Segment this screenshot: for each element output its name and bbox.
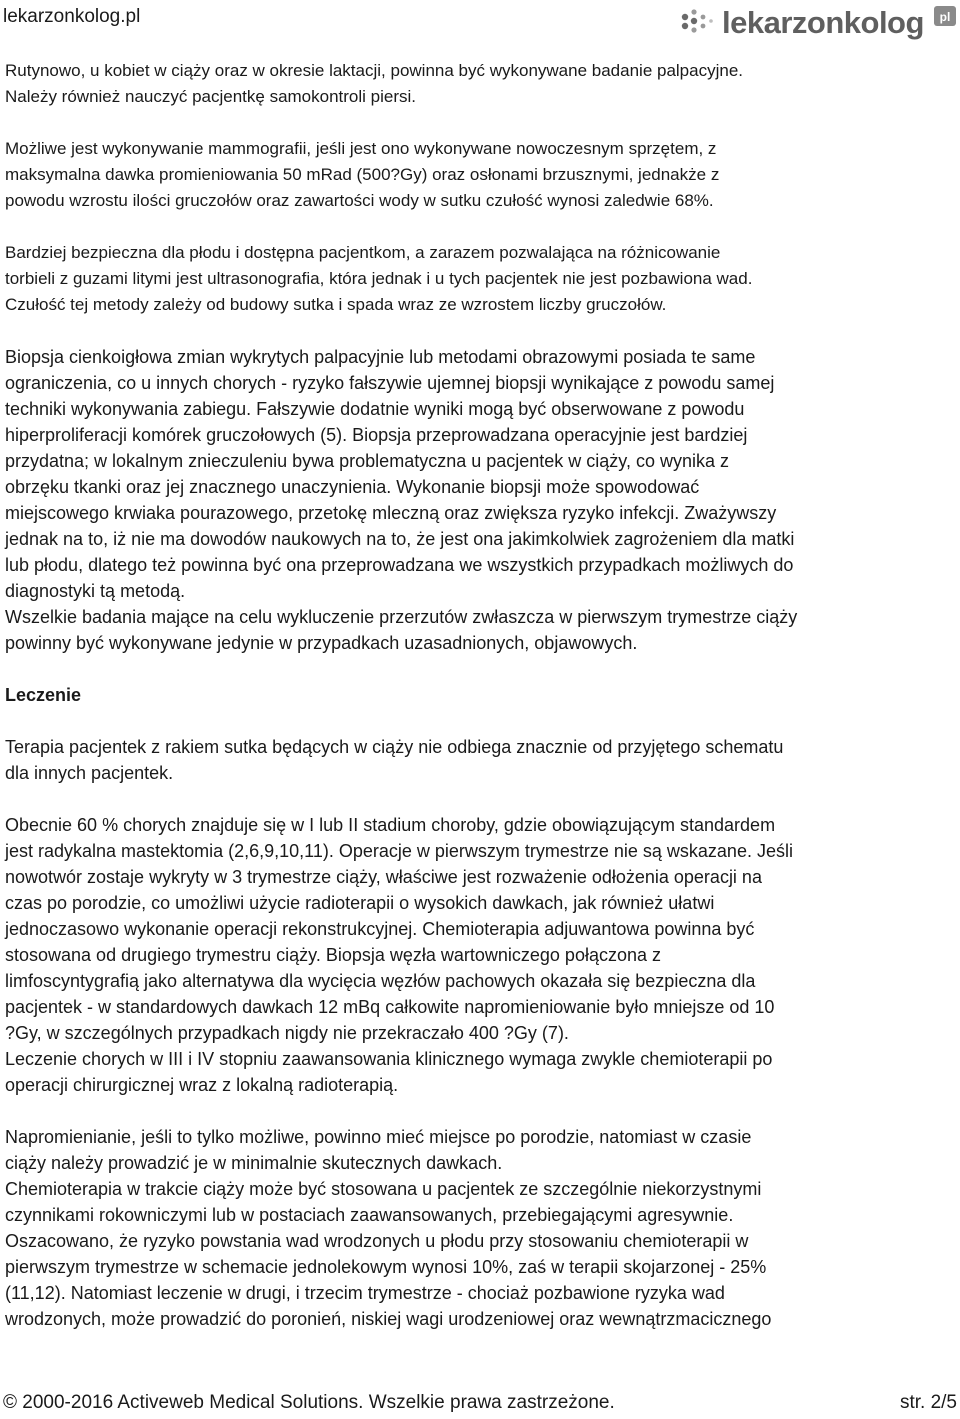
page-number: str. 2/5 xyxy=(899,1392,957,1413)
paragraph-palpation: Rutynowo, u kobiet w ciąży oraz w okresie laktacji, powinna być wykonywane badanie palpacyjne. Należy również nauczyć pacjentkę samokontroli piersi. xyxy=(5,61,743,106)
paragraph-therapy: Terapia pacjentek z rakiem sutka będących w ciąży nie odbiega znacznie od przyjętego schematu dla innych pacjentek. xyxy=(5,737,784,783)
lekarzonkolog-logo xyxy=(678,2,958,44)
logo-suffix: pl xyxy=(939,10,951,24)
footer-copyright: © 2000-2016 Activeweb Medical Solutions. Wszelkie prawa zastrzeżone. xyxy=(3,1392,615,1413)
logo-dots-icon xyxy=(682,9,713,32)
page-footer xyxy=(0,1390,960,1419)
paragraph-ultrasonography: Bardziej bezpieczna dla płodu i dostępna pacjentkom, a zarazem pozwalająca na różnicowanie torbieli z guzami litymi jest ultrasonografia, która jednak i u tych pacjentek nie jest pozbawiona wad. Czułość tej metody zależy od budowy sutka i spada wraz ze wzrostem liczby gruczołów. xyxy=(5,243,753,314)
section-heading-treatment: Leczenie xyxy=(5,685,82,705)
paragraph-surgery: Obecnie 60 % chorych znajduje się w I lub II stadium choroby, gdzie obowiązującym standardem jest radykalna mastektomia (2,6,9,10,11). Operacje w pierwszym trymestrze nie są wskazane. Jeśli nowotwór zostaje wykryty w 3 trymestrze ciąży, właściwe jest rozważenie odłożenia operacji na czas po porodzie, co umożliwi użycie radioterapii o wysokich dawkach, jak również ułatwi jednoczasowo wykonanie operacji rekonstrukcyjnej. Chemioterapia adjuwantowa powinna być stosowana od drugiego trymestru ciąży. Biopsja węzła wartowniczego połączona z limfoscyntygrafią jako alternatywa dla wycięcia węzłów pachowych okazała się bezpieczna dla pacjentek - w standardowych dawkach 12 mBq całkowite napromieniowanie było mniejsze od 10 ?Gy, w szczególnych przypadkach nigdy nie przekraczało 400 ?Gy (7). Leczenie chorych w III i IV stopniu zaawansowania klinicznego wymaga zwykle chemioterapii po operacji chirurgicznej wraz z lokalną radioterapią. xyxy=(5,815,793,1095)
paragraph-radiation-chemotherapy: Napromienianie, jeśli to tylko możliwe, powinno mieć miejsce po porodzie, natomiast w czasie ciąży należy prowadzić je w minimalnie skutecznych dawkach. Chemioterapia w trakcie ciąży może być stosowana u pacjentek ze szczególnie niekorzystnymi czynnikami rokowniczymi lub w postaciach zaawansowanych, przebiegającymi agresywnie. Oszacowano, że ryzyko powstania wad wrodzonych u płodu przy stosowaniu chemioterapii w pierwszym trymestrze w schemacie jednolekowym wynosi 10%, zaś w terapii skojarzonej - 25% (11,12). Natomiast leczenie w drugi, i trzecim trymestrze - chociaż pozbawione ryzyka wad wrodzonych, może prowadzić do poronień, niskiej wagi urodzeniowej oraz wewnątrzmacicznego xyxy=(5,1127,772,1329)
article-content xyxy=(5,58,955,1332)
page-header xyxy=(0,0,960,50)
paragraph-mammography: Możliwe jest wykonywanie mammografii, jeśli jest ono wykonywane nowoczesnym sprzętem, z maksymalna dawka promieniowania 50 mRad (500?Gy) oraz osłonami brzusznymi, jednakże z powodu wzrostu ilości gruczołów oraz zawartości wody w sutku czułość wynosi zaledwie 68%. xyxy=(5,139,720,210)
logo-text: lekarzonkolog xyxy=(722,5,924,40)
paragraph-biopsy: Biopsja cienkoigłowa zmian wykrytych palpacyjnie lub metodami obrazowymi posiada te same ograniczenia, co u innych chorych - ryzyko fałszywie ujemnej biopsji wynikające z powodu samej techniki wykonywania zabiegu. Fałszywie dodatnie wyniki mogą być obserwowane z powodu hiperproliferacji komórek gruczołowych (5). Biopsja przeprowadzana operacyjnie jest bardziej przydatna; w lokalnym znieczuleniu bywa problematyczna u pacjentek w ciąży, co wynika z obrzęku tkanki oraz jej znacznego unaczynienia. Wykonanie biopsji może spowodować miejscowego krwiaka pourazowego, przetokę mleczną oraz zwiększa ryzyko infekcji. Zważywszy jednak na to, iż nie ma dowodów naukowych na to, że jest ona jakimkolwiek zagrożeniem dla matki lub płodu, dlatego też powinna być ona przeprowadzana we wszystkich przypadkach możliwych do diagnostyki tą metodą. Wszelkie badania mające na celu wykluczenie przerzutów zwłaszcza w pierwszym trymestrze ciąży powinny być wykonywane jedynie w przypadkach uzasadnionych, objawowych. xyxy=(5,347,798,653)
site-name: lekarzonkolog.pl xyxy=(3,6,141,27)
